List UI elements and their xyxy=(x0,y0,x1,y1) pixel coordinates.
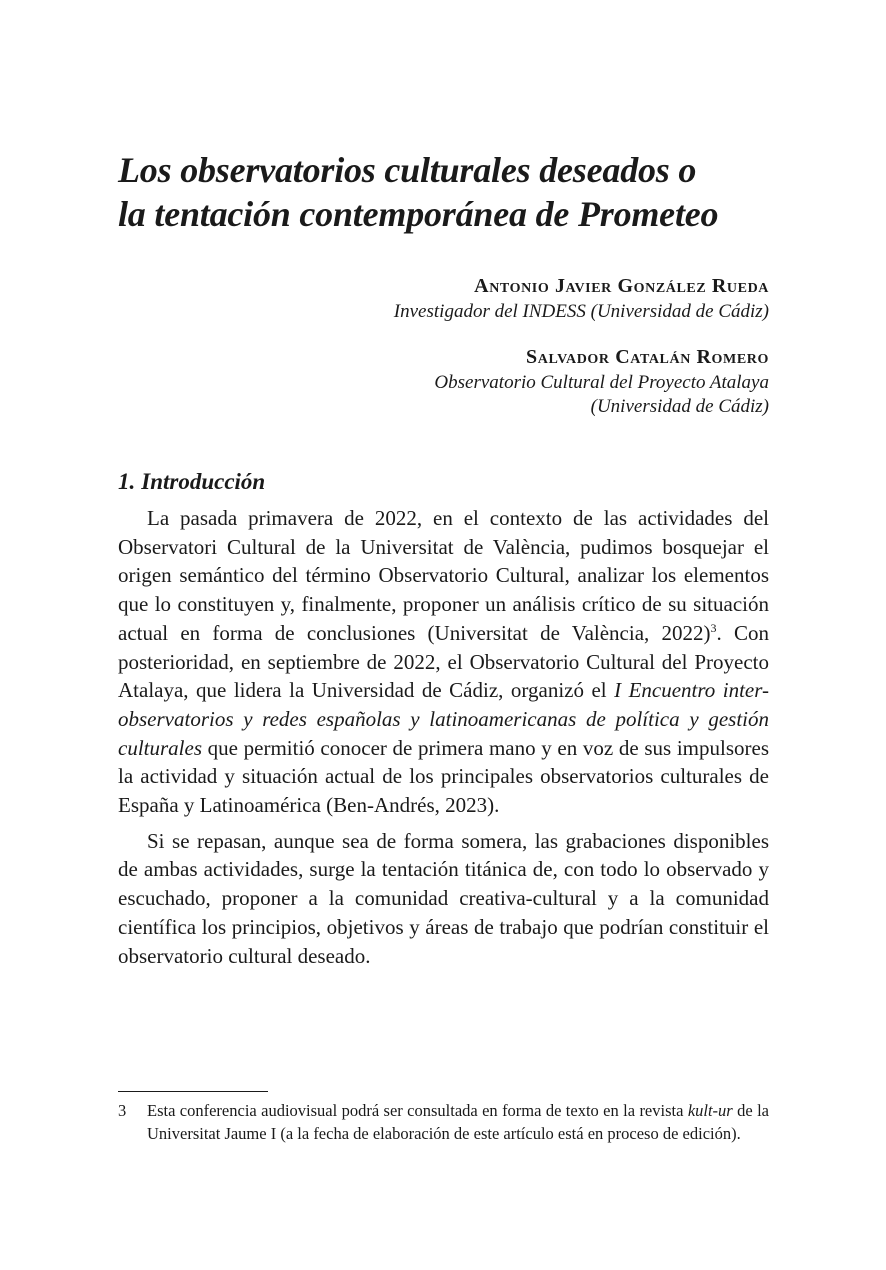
paragraph-2: Si se repasan, aunque sea de forma somera, las grabaciones disponibles de ambas actividades, surge la tentación titánica de, con todo lo observado y escuchado, proponer a la comunidad creativa-cultural y a la comunidad científica los principios, objetivos y áreas de trabajo que podrían constituir el observatorio cultural deseado. xyxy=(118,828,769,968)
author-affiliation: (Universidad de Cádiz) xyxy=(590,396,769,417)
article-title xyxy=(118,148,769,236)
author-name: Antonio Javier González Rueda xyxy=(474,275,769,297)
paragraph-1 xyxy=(118,504,769,820)
footnote-text-part: de la Universitat Jaume I (a la fecha de elaboración de este artículo está en proceso de edición). xyxy=(147,1101,769,1143)
author-name: Salvador Catalán Romero xyxy=(526,346,769,368)
author-block-2 xyxy=(434,343,769,419)
footnote-text xyxy=(147,1099,769,1145)
section-number: 1. xyxy=(118,469,136,494)
event-title-italic: I Encuentro inter-observatorios y redes españolas y latinoamericanas de política y gestión culturales xyxy=(118,678,769,760)
footnote xyxy=(118,1099,769,1145)
paragraph-text: que permitió conocer de primera mano y en voz de sus impulsores la actividad y situación actual de los principales observatorios culturales de España y Latinoamérica (Ben-Andrés, 2023). xyxy=(118,735,769,818)
section-heading xyxy=(118,467,265,497)
footnote-separator xyxy=(118,1091,268,1092)
author-affiliation: Observatorio Cultural del Proyecto Atalaya xyxy=(434,372,769,393)
footnote-number: 3 xyxy=(118,1101,127,1120)
author-block-1 xyxy=(394,272,769,324)
paragraph-text: . Con posterioridad, en septiembre de 2022, el Observatorio Cultural del Proyecto Atalaya, que lidera la Universidad de Cádiz, organizó el xyxy=(118,620,770,703)
journal-name-italic: kult-ur xyxy=(687,1101,733,1120)
footnote-reference[interactable]: 3 xyxy=(710,620,717,635)
document-page xyxy=(118,0,769,1270)
body-text xyxy=(118,504,769,970)
footnote-text-part: Esta conferencia audiovisual podrá ser consultada en forma de texto en la revista xyxy=(147,1101,688,1120)
article-title-line-2: la tentación contemporánea de Prometeo xyxy=(118,194,719,234)
article-title-line-1: Los observatorios culturales deseados o xyxy=(118,150,697,190)
author-affiliation: Investigador del INDESS (Universidad de Cádiz) xyxy=(393,301,769,322)
section-title: Introducción xyxy=(141,469,266,494)
paragraph-text: La pasada primavera de 2022, en el contexto de las actividades del Observatori Cultural de la Universitat de València, pudimos bosquejar el origen semántico del término Observatorio Cultural, analizar los elementos que lo constituyen y, finalmente, proponer un análisis crítico de su situación actual en forma de conclusiones (Universitat de València, 2022) xyxy=(118,506,769,645)
